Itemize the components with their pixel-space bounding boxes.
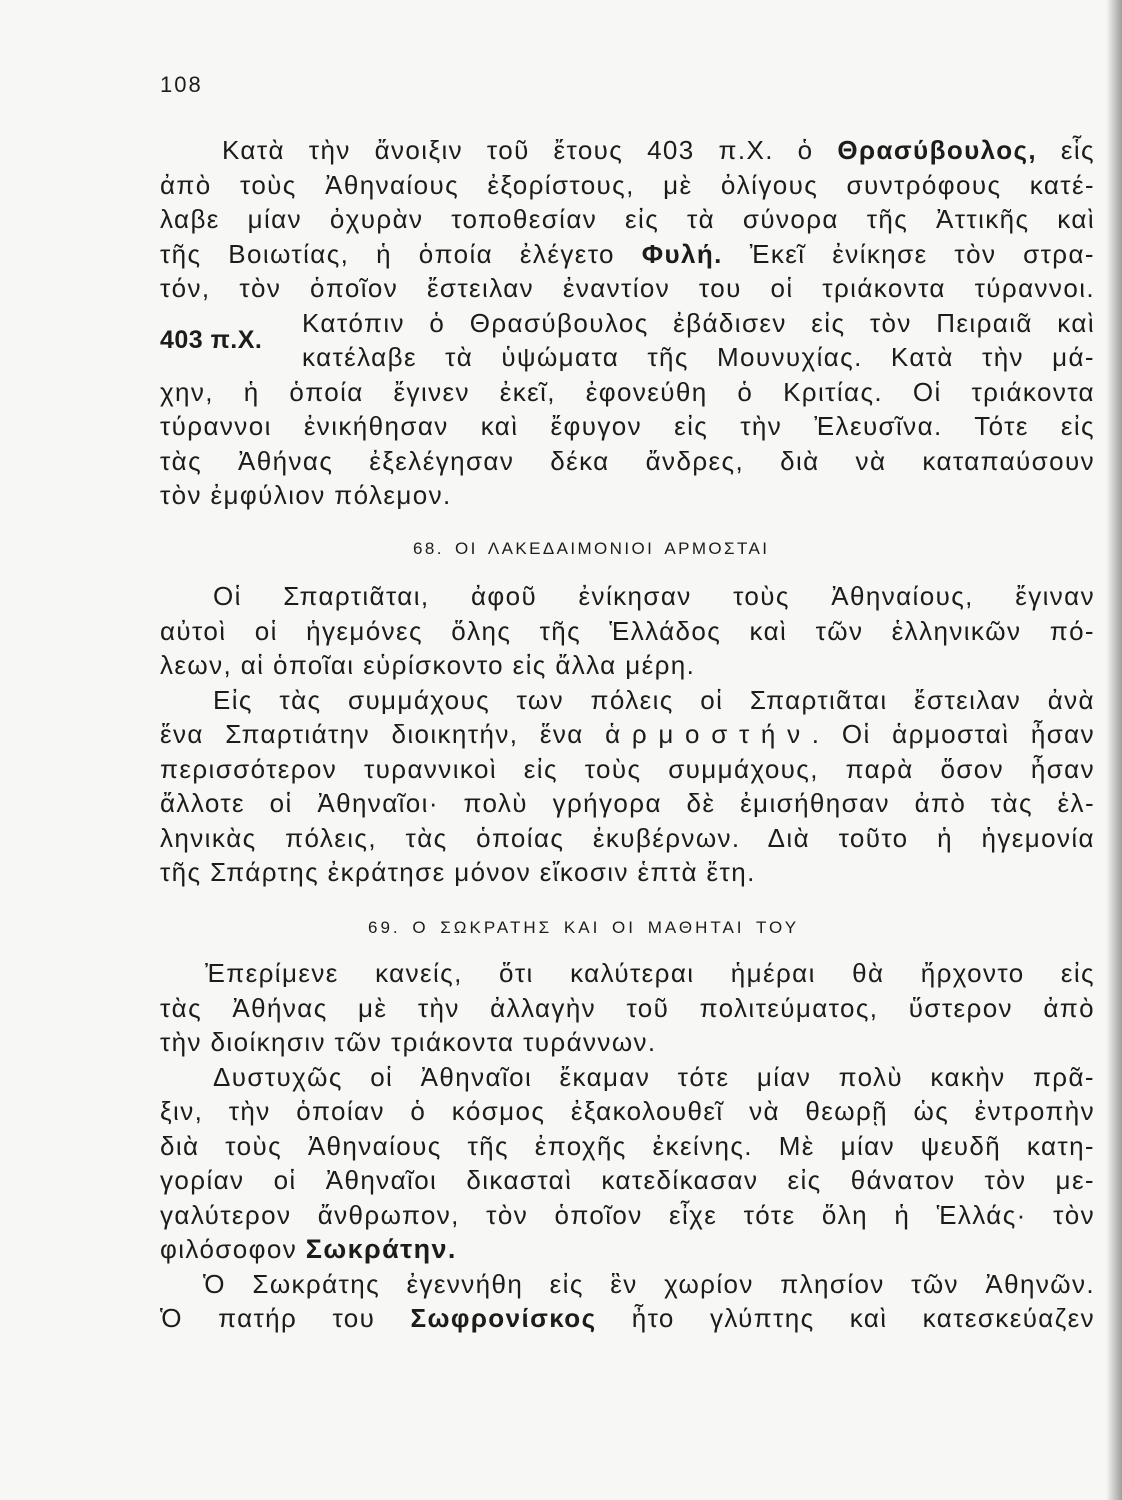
text-line: γαλύτερον ἄνθρωπον, τὸν ὁποῖον εἶχε τότε ὅλη ἡ Ἑλλάς· τὸν xyxy=(160,1199,1095,1230)
text-segment: ἕνα Σπαρτιάτην διοικητήν, ἕνα xyxy=(160,719,606,749)
bold-term-sokratin: Σωκράτην. xyxy=(305,1234,457,1264)
text-line: Οἱ Σπαρτιᾶται, ἀφοῦ ἐνίκησαν τοὺς Ἀθηναίους, ἔγιναν xyxy=(213,581,1095,611)
text-line xyxy=(160,717,1095,752)
paragraph-piraeus xyxy=(160,306,1095,513)
bold-term-thrasyvoulos: Θρασύβουλος, xyxy=(837,135,1038,165)
text-segment: φιλόσοφον xyxy=(160,1234,306,1264)
margin-note-date: 403 π.Χ. xyxy=(160,325,263,354)
text-segment: . Οἱ ἁρμοσταὶ ἦσαν xyxy=(811,719,1095,749)
section-heading-68: 68. ΟΙ ΛΑΚΕΔΑΙΜΟΝΙΟΙ ΑΡΜΟΣΤΑΙ xyxy=(413,539,770,558)
scan-edge-shadow xyxy=(1106,0,1122,1500)
text-line: κατέλαβε τὰ ὑψώματα τῆς Μουνυχίας. Κατὰ τὴν μά- xyxy=(302,342,1095,372)
text-line: ληνικὰς πόλεις, τὰς ὁποίας ἐκυβέρνων. Διὰ τοῦτο ἡ ἡγεμονία xyxy=(160,822,1095,853)
page-number: 108 xyxy=(160,72,203,97)
text-line: Δυστυχῶς οἱ Ἀθηναῖοι ἔκαμαν τότε μίαν πολὺ κακὴν πρᾶ- xyxy=(213,1061,1095,1092)
text-line: Εἰς τὰς συμμάχους των πόλεις οἱ Σπαρτιᾶται ἔστειλαν ἀνὰ xyxy=(213,684,1095,715)
text-line: ἀπὸ τοὺς Ἀθηναίους ἐξορίστους, μὲ ὀλίγους συντρόφους κατέ- xyxy=(160,169,1095,200)
text-line: τὸν ἐμφύλιον πόλεμον. xyxy=(160,480,452,510)
text-line xyxy=(160,133,1095,168)
text-segment: εἷς xyxy=(1037,135,1095,165)
text-line: γορίαν οἱ Ἀθηναῖοι δικασταὶ κατεδίκασαν εἰς θάνατον τὸν με- xyxy=(160,1165,1095,1195)
text-line: τὰς Ἀθήνας μὲ τὴν ἀλλαγὴν τοῦ πολιτεύματος, ὕστερον ἀπὸ xyxy=(160,992,1095,1023)
text-line: ἄλλοτε οἱ Ἀθηναῖοι· πολὺ γρήγορα δὲ ἐμισήθησαν ἀπὸ τὰς ἑλ- xyxy=(160,788,1095,818)
text-line: λεων, αἱ ὁποῖαι εὑρίσκοντο εἰς ἄλλα μέρη. xyxy=(160,650,696,680)
text-line: τὰς Ἀθήνας ἐξελέγησαν δέκα ἄνδρες, διὰ νὰ καταπαύσουν xyxy=(160,445,1095,476)
text-segment: τῆς Βοιωτίας, ἡ ὁποία ἐλέγετο xyxy=(160,238,642,269)
text-line xyxy=(160,237,1095,272)
text-line: χην, ἡ ὁποία ἔγινεν ἐκεῖ, ἐφονεύθη ὁ Κριτίας. Οἱ τριάκοντα xyxy=(160,376,1095,407)
text-line: Ἐπερίμενε κανείς, ὅτι καλύτεραι ἡμέραι θὰ ἤρχοντο εἰς xyxy=(205,958,1095,988)
text-line: τὴν διοίκησιν τῶν τριάκοντα τυράννων. xyxy=(160,1027,657,1057)
page-body xyxy=(160,133,1095,1336)
section-69-body xyxy=(160,956,1095,1336)
paragraph-intro xyxy=(160,133,1095,306)
text-line: περισσότερον τυραννικοὶ εἰς τοὺς συμμάχους, παρὰ ὅσον ἦσαν xyxy=(160,753,1095,784)
text-line: διὰ τοὺς Ἀθηναίους τῆς ἐποχῆς ἐκείνης. Μὲ μίαν ψευδῆ κατη- xyxy=(160,1130,1095,1161)
section-heading-69: 69. Ο ΣΩΚΡΑΤΗΣ ΚΑΙ ΟΙ ΜΑΘΗΤΑΙ ΤΟΥ xyxy=(368,918,800,937)
text-line: τῆς Σπάρτης ἐκράτησε μόνον εἴκοσιν ἑπτὰ ἔτη. xyxy=(160,857,756,887)
text-line xyxy=(160,1301,1095,1336)
bold-term-sofroniskos: Σωφρονίσκος xyxy=(410,1303,597,1333)
text-line: Ὁ Σωκράτης ἐγεννήθη εἰς ἓν χωρίον πλησίον τῶν Ἀθηνῶν. xyxy=(203,1268,1095,1299)
text-segment: ἦτο γλύπτης καὶ κατεσκεύαζεν xyxy=(596,1303,1095,1333)
text-segment: Ἐκεῖ ἐνίκησε τὸν στρα- xyxy=(722,238,1095,269)
text-line: λαβε μίαν ὀχυρὰν τοποθεσίαν εἰς τὰ σύνορα τῆς Ἀττικῆς καὶ xyxy=(160,204,1095,234)
text-line: ξιν, τὴν ὁποίαν ὁ κόσμος ἐξακολουθεῖ νὰ θεωρῇ ὡς ἐντροπὴν xyxy=(160,1096,1095,1126)
text-line: τύραννοι ἐνικήθησαν καὶ ἔφυγον εἰς τὴν Ἐλευσῖνα. Τότε εἰς xyxy=(160,411,1095,441)
section-68-body xyxy=(160,579,1095,890)
text-segment: Κατὰ τὴν ἄνοιξιν τοῦ ἔτους 403 π.Χ. ὁ xyxy=(222,135,838,165)
text-segment: Ὁ πατήρ του xyxy=(160,1303,411,1333)
bold-term-fyli: Φυλή. xyxy=(641,238,723,269)
spaced-term-armostin: ἁρμοστήν xyxy=(605,719,812,749)
text-line: τόν, τὸν ὁποῖον ἔστειλαν ἐναντίον του οἱ τριάκοντα τύραννοι. xyxy=(160,273,1095,303)
text-line: Κατόπιν ὁ Θρασύβουλος ἐβάδισεν εἰς τὸν Πειραιᾶ καὶ xyxy=(302,307,1095,338)
text-line xyxy=(160,1232,1095,1267)
text-line: αὐτοὶ οἱ ἡγεμόνες ὅλης τῆς Ἑλλάδος καὶ τῶν ἑλληνικῶν πό- xyxy=(160,615,1095,646)
